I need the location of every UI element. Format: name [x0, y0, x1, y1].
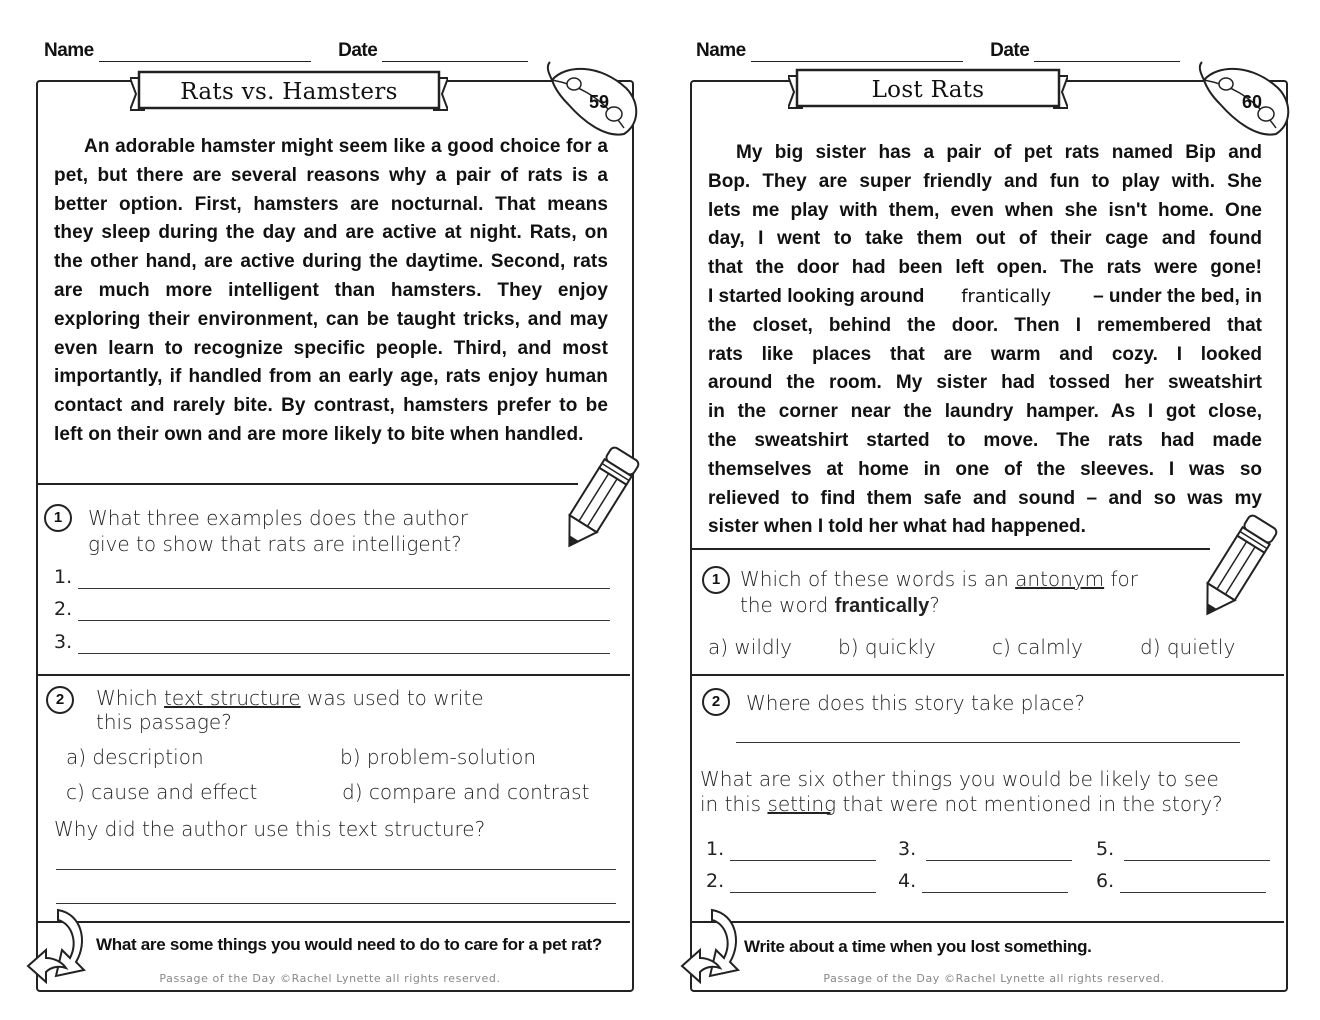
option-d[interactable]: d) quietly: [1140, 635, 1236, 659]
answer-line[interactable]: [1124, 860, 1270, 861]
writing-prompt: What are some things you would need to do to care for a pet rat?: [96, 935, 602, 954]
passage-line: Bop. They are super friendly and fun to play with. She: [708, 170, 1262, 192]
name-field[interactable]: [99, 45, 311, 62]
copyright-footer: Passage of the Day ©Rachel Lynette all rights reserved.: [159, 972, 501, 985]
title-banner: [788, 68, 1068, 114]
date-field[interactable]: [1034, 45, 1180, 62]
passage-line: the sweatshirt started to move. The rats had made: [708, 429, 1262, 451]
title-banner: [130, 70, 448, 116]
passage-fragment: I started looking around: [708, 285, 925, 307]
followup-question-line-2: [700, 792, 1223, 817]
question-text: Which of these words is an: [740, 567, 1016, 591]
option-b[interactable]: b) quickly: [838, 635, 936, 659]
question-2-line-2: this passage?: [96, 710, 232, 734]
passage-line: that the door had been left open. The rats were gone!: [708, 257, 1262, 279]
question-2-line-1: [96, 686, 484, 711]
question-number: 2: [46, 686, 74, 714]
answer-line[interactable]: [78, 620, 610, 621]
answer-label: 3.: [898, 838, 917, 860]
question-1-line-1: [740, 567, 1138, 592]
answer-label: 3.: [54, 631, 73, 653]
passage-line: in the corner near the laundry hamper. As I got close,: [708, 401, 1262, 423]
page-title: Lost Rats: [871, 77, 985, 103]
question-text: Which: [96, 686, 165, 710]
answer-label: 4.: [898, 870, 917, 892]
question-text: ?: [929, 593, 940, 617]
passage-text: An adorable hamster might seem like a good choice for a pet, but there are several reasons why a pair of rats is a better option. First, hamsters are nocturnal. That means they sleep during the day and are active at night. Rats, on the other hand, are active during the daytime. Second, rats are much more intelligent than hamsters. They enjoy exploring their environment, can be taught tricks, and may even learn to recognize specific people. Third, and most importantly, if handled from an early age, rats enjoy human contact and rarely bite. By contrast, hamsters prefer to be left on their own and are more likely to bite when handled.: [54, 136, 608, 445]
answer-label: 2.: [706, 870, 725, 892]
question-number: 1: [44, 504, 72, 532]
pencil-icon: [548, 440, 648, 560]
option-b[interactable]: b) problem-solution: [340, 745, 537, 769]
option-c[interactable]: c) cause and effect: [66, 780, 258, 804]
answer-line[interactable]: [730, 860, 876, 861]
passage-text: [708, 139, 1262, 542]
date-field[interactable]: [382, 45, 528, 62]
answer-line[interactable]: [736, 742, 1240, 743]
section-divider: [690, 548, 1210, 550]
question-text: in this: [700, 792, 768, 816]
name-field[interactable]: [751, 45, 963, 62]
name-label: Name: [696, 40, 746, 61]
question-1-line-2: give to show that rats are intelligent?: [88, 532, 462, 556]
section-divider: [690, 921, 1284, 923]
section-divider: [36, 483, 578, 485]
date-label: Date: [338, 40, 378, 61]
right-worksheet: [660, 0, 1320, 1020]
vocabulary-word: frantically: [834, 595, 930, 617]
followup-question-line-1: What are six other things you would be likely to see: [700, 767, 1219, 791]
answer-line[interactable]: [78, 588, 610, 589]
answer-line[interactable]: [926, 860, 1072, 861]
option-a[interactable]: a) description: [66, 745, 204, 769]
underlined-term: text structure: [164, 686, 301, 710]
section-divider: [36, 921, 630, 923]
pencil-icon: [1186, 508, 1286, 628]
header-row: [696, 40, 1180, 62]
passage-line: themselves at home in one of the sleeves. I was so: [708, 458, 1262, 480]
header-row: [44, 40, 528, 62]
answer-line[interactable]: [78, 653, 610, 654]
answer-label: 6.: [1096, 870, 1115, 892]
passage-number: 60: [1242, 92, 1263, 112]
answer-line[interactable]: [1120, 892, 1266, 893]
question-1-line-2: [740, 593, 940, 619]
vocabulary-word: frantically: [961, 285, 1052, 307]
question-number: 1: [702, 566, 730, 594]
answer-label: 5.: [1096, 838, 1115, 860]
writing-prompt: Write about a time when you lost something.: [744, 937, 1092, 956]
followup-question: Why did the author use this text structure?: [54, 817, 486, 841]
passage-line: sister when I told her what had happened.: [708, 516, 1086, 538]
passage-number: 59: [589, 92, 610, 112]
question-2-text: Where does this story take place?: [746, 691, 1086, 715]
question-1-line-1: What three examples does the author: [88, 506, 469, 530]
passage-line: lets me play with them, even when she isn't home. One: [708, 199, 1262, 221]
question-text: was used to write: [300, 686, 484, 710]
answer-line[interactable]: [56, 869, 616, 870]
answer-line[interactable]: [56, 903, 616, 904]
answer-label: 2.: [54, 598, 73, 620]
passage-line: My big sister has a pair of pet rats named Bip and: [736, 142, 1262, 163]
answer-line[interactable]: [922, 892, 1068, 893]
answer-label: 1.: [54, 566, 73, 588]
answer-line[interactable]: [730, 892, 876, 893]
question-text: for: [1104, 567, 1139, 591]
page-title: Rats vs. Hamsters: [180, 79, 398, 105]
passage-line: rats like places that are warm and cozy. I looked: [708, 343, 1262, 365]
passage-line: around the room. My sister had tossed her sweatshirt: [708, 372, 1262, 394]
option-d[interactable]: d) compare and contrast: [342, 780, 590, 804]
passage-line: relieved to find them safe and sound – and so was my: [708, 487, 1262, 509]
passage-line: [708, 283, 1262, 312]
copyright-footer: Passage of the Day ©Rachel Lynette all rights reserved.: [823, 972, 1165, 985]
underlined-term: setting: [767, 792, 837, 816]
name-label: Name: [44, 40, 94, 61]
question-text: the word: [740, 593, 835, 617]
question-number: 2: [702, 688, 730, 716]
passage-line: day, I went to take them out of their cage and found: [708, 228, 1262, 250]
question-text: that were not mentioned in the story?: [836, 792, 1223, 816]
option-c[interactable]: c) calmly: [992, 635, 1083, 659]
underlined-term: antonym: [1015, 567, 1105, 591]
passage-fragment: – under the bed, in: [1087, 285, 1262, 307]
option-a[interactable]: a) wildly: [708, 635, 792, 659]
section-divider: [690, 674, 1284, 676]
passage-line: the closet, behind the door. Then I remembered that: [708, 314, 1262, 336]
section-divider: [36, 674, 630, 676]
date-label: Date: [990, 40, 1030, 61]
answer-label: 1.: [706, 838, 725, 860]
